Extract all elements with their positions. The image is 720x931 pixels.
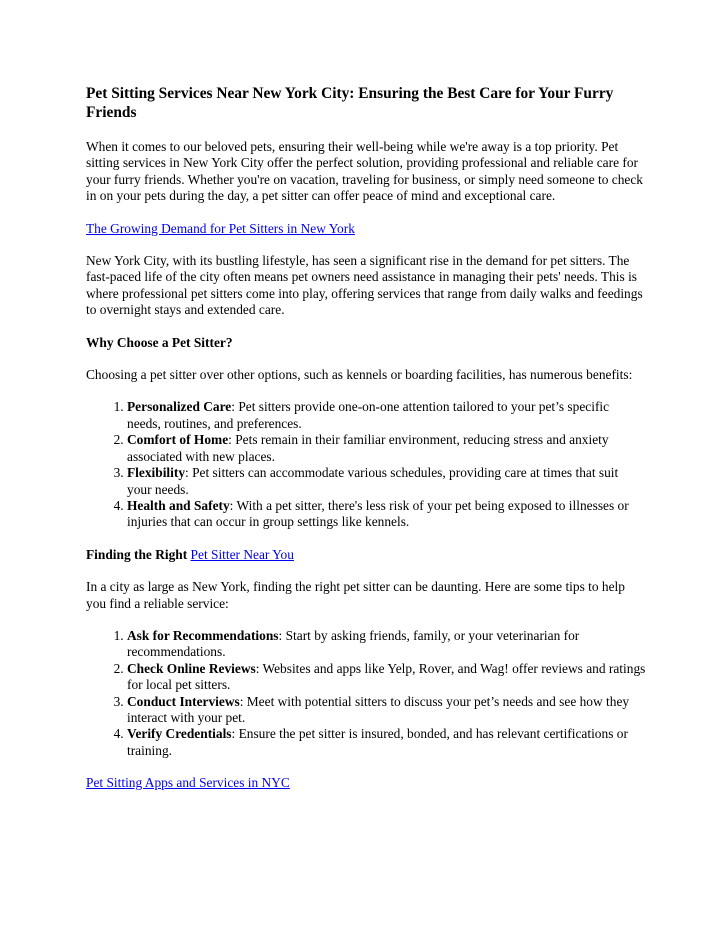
- intro-paragraph: When it comes to our beloved pets, ensuring their well-being while we're away is a top priority. Pet sitting services in New York City offer the perfect solution, providing professional and reliable care for your furry friends. Whether you're on vacation, traveling for business, or simply need someone to check in on your pets during the day, a pet sitter can offer peace of mind and exceptional care.: [86, 139, 643, 204]
- list-item-desc: : With a pet sitter, there's less risk of your pet being exposed to illnesses or injuries that can occur in group settings like kennels.: [127, 497, 629, 530]
- list-item-term: Ask for Recommendations: [127, 627, 279, 643]
- list-item: [127, 399, 646, 432]
- list-item-term: Flexibility: [127, 465, 186, 481]
- apps-link-line: [86, 775, 646, 791]
- list-item-term: Conduct Interviews: [127, 693, 240, 709]
- apps-services-link[interactable]: Pet Sitting Apps and Services in NYC: [86, 775, 290, 791]
- finding-heading: [86, 547, 646, 563]
- list-item-term: Personalized Care: [127, 399, 232, 415]
- why-heading-text: Why Choose a Pet Sitter?: [86, 334, 233, 350]
- list-item-desc: : Pet sitters can accommodate various schedules, providing care at times that suit your needs.: [127, 465, 619, 497]
- list-item: [127, 694, 646, 727]
- list-item: [127, 726, 646, 759]
- list-item-desc: : Pet sitters provide one-on-one attention tailored to your pet’s specific needs, routines, and preferences.: [127, 399, 610, 431]
- article-body: [86, 84, 646, 792]
- list-item-term: Health and Safety: [127, 497, 230, 513]
- list-item-desc: : Ensure the pet sitter is insured, bonded, and has relevant certifications or training.: [127, 726, 628, 758]
- list-item-desc: : Start by asking friends, family, or your veterinarian for recommendations.: [127, 627, 580, 660]
- list-item-desc: : Websites and apps like Yelp, Rover, and Wag! offer reviews and ratings for local pet sitters.: [127, 660, 646, 693]
- finding-paragraph: In a city as large as New York, finding the right pet sitter can be daunting. Here are some tips to help you find a reliable service:: [86, 579, 625, 611]
- why-heading: [86, 335, 646, 351]
- growing-demand-paragraph: New York City, with its bustling lifestyle, has seen a significant rise in the demand for pet sitters. The fast-paced life of the city often means pet owners need assistance in managing their pets' needs. This is where professional pet sitters come into play, offering services that range from daily walks and feedings to overnight stays and extended care.: [86, 253, 643, 318]
- list-item-term: Check Online Reviews: [127, 660, 256, 676]
- finding-heading-prefix: Finding the Right: [86, 546, 191, 562]
- list-item: [127, 628, 646, 661]
- list-item-desc: : Meet with potential sitters to discuss your pet’s needs and see how they interact with your pet.: [127, 693, 630, 725]
- growing-demand-link[interactable]: The Growing Demand for Pet Sitters in New York: [86, 220, 355, 236]
- growing-demand-link-line: [86, 221, 646, 237]
- list-item: [127, 432, 646, 465]
- tips-list: [86, 628, 646, 759]
- list-item-term: Verify Credentials: [127, 726, 232, 742]
- benefits-list: [86, 399, 646, 530]
- pet-sitter-near-you-link[interactable]: Pet Sitter Near You: [190, 546, 294, 562]
- list-item-term: Comfort of Home: [127, 432, 229, 448]
- list-item: [127, 465, 646, 498]
- why-paragraph: Choosing a pet sitter over other options, such as kennels or boarding facilities, has numerous benefits:: [86, 367, 633, 383]
- list-item: [127, 498, 646, 531]
- list-item-desc: : Pets remain in their familiar environment, reducing stress and anxiety associated with new places.: [127, 432, 609, 464]
- list-item: [127, 661, 646, 694]
- article-title: Pet Sitting Services Near New York City: Ensuring the Best Care for Your Furry Friends: [86, 85, 614, 121]
